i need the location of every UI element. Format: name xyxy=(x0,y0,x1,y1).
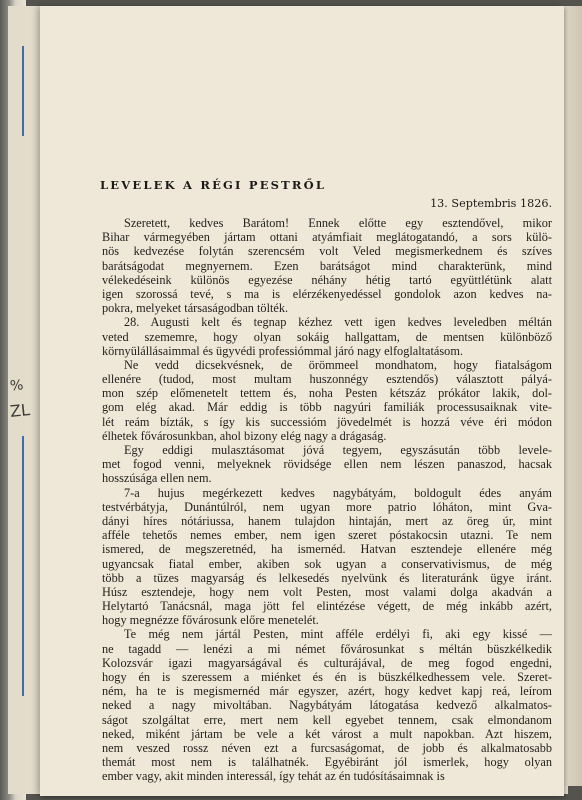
page-stack-edge xyxy=(564,6,582,786)
text-line: hogy én is szeressem a miénket és én is büszkélkedhessem vele. Szeret- xyxy=(102,670,552,684)
text-line: hogy megnézze fővárosunk előre menetelét. xyxy=(102,613,319,628)
text-line: Egy eddigi mulasztásomat jóvá tegyem, egyszásután több levele- xyxy=(124,443,552,457)
text-line: ságot szolgáltat erre, mert nem kell egyebet tennem, csak elmondanom xyxy=(102,712,552,727)
text-line: Szeretett, kedves Barátom! Ennek előtte egy esztendővel, mikor xyxy=(124,216,552,230)
text-line: dányi híres nótáriussa, hanem tulajdon hintaján, mert az öreg úr, mint xyxy=(102,513,552,528)
text-line: ismered, de megszeretnéd, ha ismernéd. Hatvan esztendeje ellenére még xyxy=(102,542,552,557)
text-line: ne tagadd — lenézi a mi német fővárosunkat s méltán büszkélkedik xyxy=(102,641,552,656)
text-line: neked a nagy mivoltában. Nagybátyám látogatása kedvező alkalmatos- xyxy=(102,698,552,713)
text-line: Bihar vármegyében jártam ottani atyámfiait meglátogatandó, a sors külö- xyxy=(102,230,552,245)
text-line: met fogod venni, melyeknek rövidsége ellen nem lészen panaszod, hacsak xyxy=(102,457,552,472)
letter-date: 13. Septembris 1826. xyxy=(430,197,552,210)
text-line: Ne vedd dicsekvésnek, de örömmeel mondhatom, hogy fiatalságom xyxy=(124,357,552,372)
margin-rule xyxy=(22,46,24,136)
paper-page xyxy=(40,6,564,796)
text-line: Kolozsvár igazi magyarságával és culturájával, de meg fogod engedni, xyxy=(102,655,552,670)
letter-body xyxy=(102,216,552,784)
text-line: ugyancsak fiatal ember, akiben sok ugyan a conservativismus, de még xyxy=(102,556,552,571)
text-line: pokra, melyeket társaságodban tölték. xyxy=(102,301,289,316)
margin-mark: ZL xyxy=(9,400,31,421)
text-line: 7-a hujus megérkezett kedves nagybátyám, boldogult édes anyám xyxy=(124,485,552,500)
text-line: Helytartó Tanácsnál, maga jött fel elintézése végett, de még inkább azért, xyxy=(102,599,552,614)
text-line: 28. Augusti kelt és tegnap kézhez vett igen kedves leveledben méltán xyxy=(124,315,552,330)
text-line: neked, miként jártam be vele a két várost a mult napokban. Azt hiszem, xyxy=(102,726,552,741)
text-line: lét reám bízták, s így kis successióm jövedelmét is hozzá véve éri módon xyxy=(102,414,552,429)
text-line: barátságodat megnyernem. Ezen barátságot mind charakterünk, mind xyxy=(102,258,552,273)
text-line: élhetek fővárosunkban, ahol bizony elég nagy a drágaság. xyxy=(102,428,387,443)
text-line: hosszúsága ellen nem. xyxy=(102,471,212,486)
text-line: Te még nem jártál Pesten, mint afféle erdélyi fi, aki egy kissé — xyxy=(124,627,552,642)
text-line: igen szorossá tevé, s ma is elérzékenyedéssel gondolok azon kedves na- xyxy=(102,286,552,301)
text-line: nös kedvezése folytán szerencsém volt Veled megismerkednem és szíves xyxy=(102,244,552,259)
text-line: mon szép előmenetelt tettem és, noha Pesten kétszáz prókátor lakik, dol- xyxy=(102,386,552,401)
margin-mark: % xyxy=(9,377,25,395)
text-line: Húsz esztendeje, hogy nem volt Pesten, most valami dolga akadván a xyxy=(102,584,552,599)
text-line: nem veszed rossz néven ezt a furcsaságomat, de jobb és alkalmatosabb xyxy=(102,740,552,755)
text-line: több a tüzes magyarság és lelkesedés nyelvünk és literaturánk ügye iránt. xyxy=(102,570,552,585)
text-line: vélekedéseink különös egyezése néhány hétig tartó együttlétünk alatt xyxy=(102,272,552,287)
text-line: gom elég akad. Már eddig is több nagyúri familiák processusaiknak vite- xyxy=(102,400,552,415)
text-line: veted szememre, hogy olyan sokáig hallgattam, de mentsen különböző xyxy=(102,329,552,344)
text-line: ném, ha te is megismernéd már egyszer, azért, hogy kedvet kapj reá, leírom xyxy=(102,684,552,699)
text-line: ember vagy, akit minden interessál, így tehát az én tudósításaimnak is xyxy=(102,769,445,784)
margin-rule xyxy=(22,436,24,696)
text-line: testvérbátyja, Dunántúlról, nem ugyan more patrio lóháton, mint Gva- xyxy=(102,499,552,514)
text-line: környülállásaimmal és ügyvédi professiómmal járó nagy elfoglaltatásom. xyxy=(102,343,463,358)
letter-title: LEVELEK A RÉGI PESTRŐL xyxy=(100,178,327,192)
text-line: ellenére (tudod, most multam huszonnégy esztendős) választott pályá- xyxy=(102,372,552,387)
text-line: afféle tehetős nemes ember, nem igen szeret póstakocsin utazni. Te nem xyxy=(102,528,552,543)
text-line: themát most nem is találhatnék. Egyébiránt jól ismerlek, hogy olyan xyxy=(102,755,552,770)
